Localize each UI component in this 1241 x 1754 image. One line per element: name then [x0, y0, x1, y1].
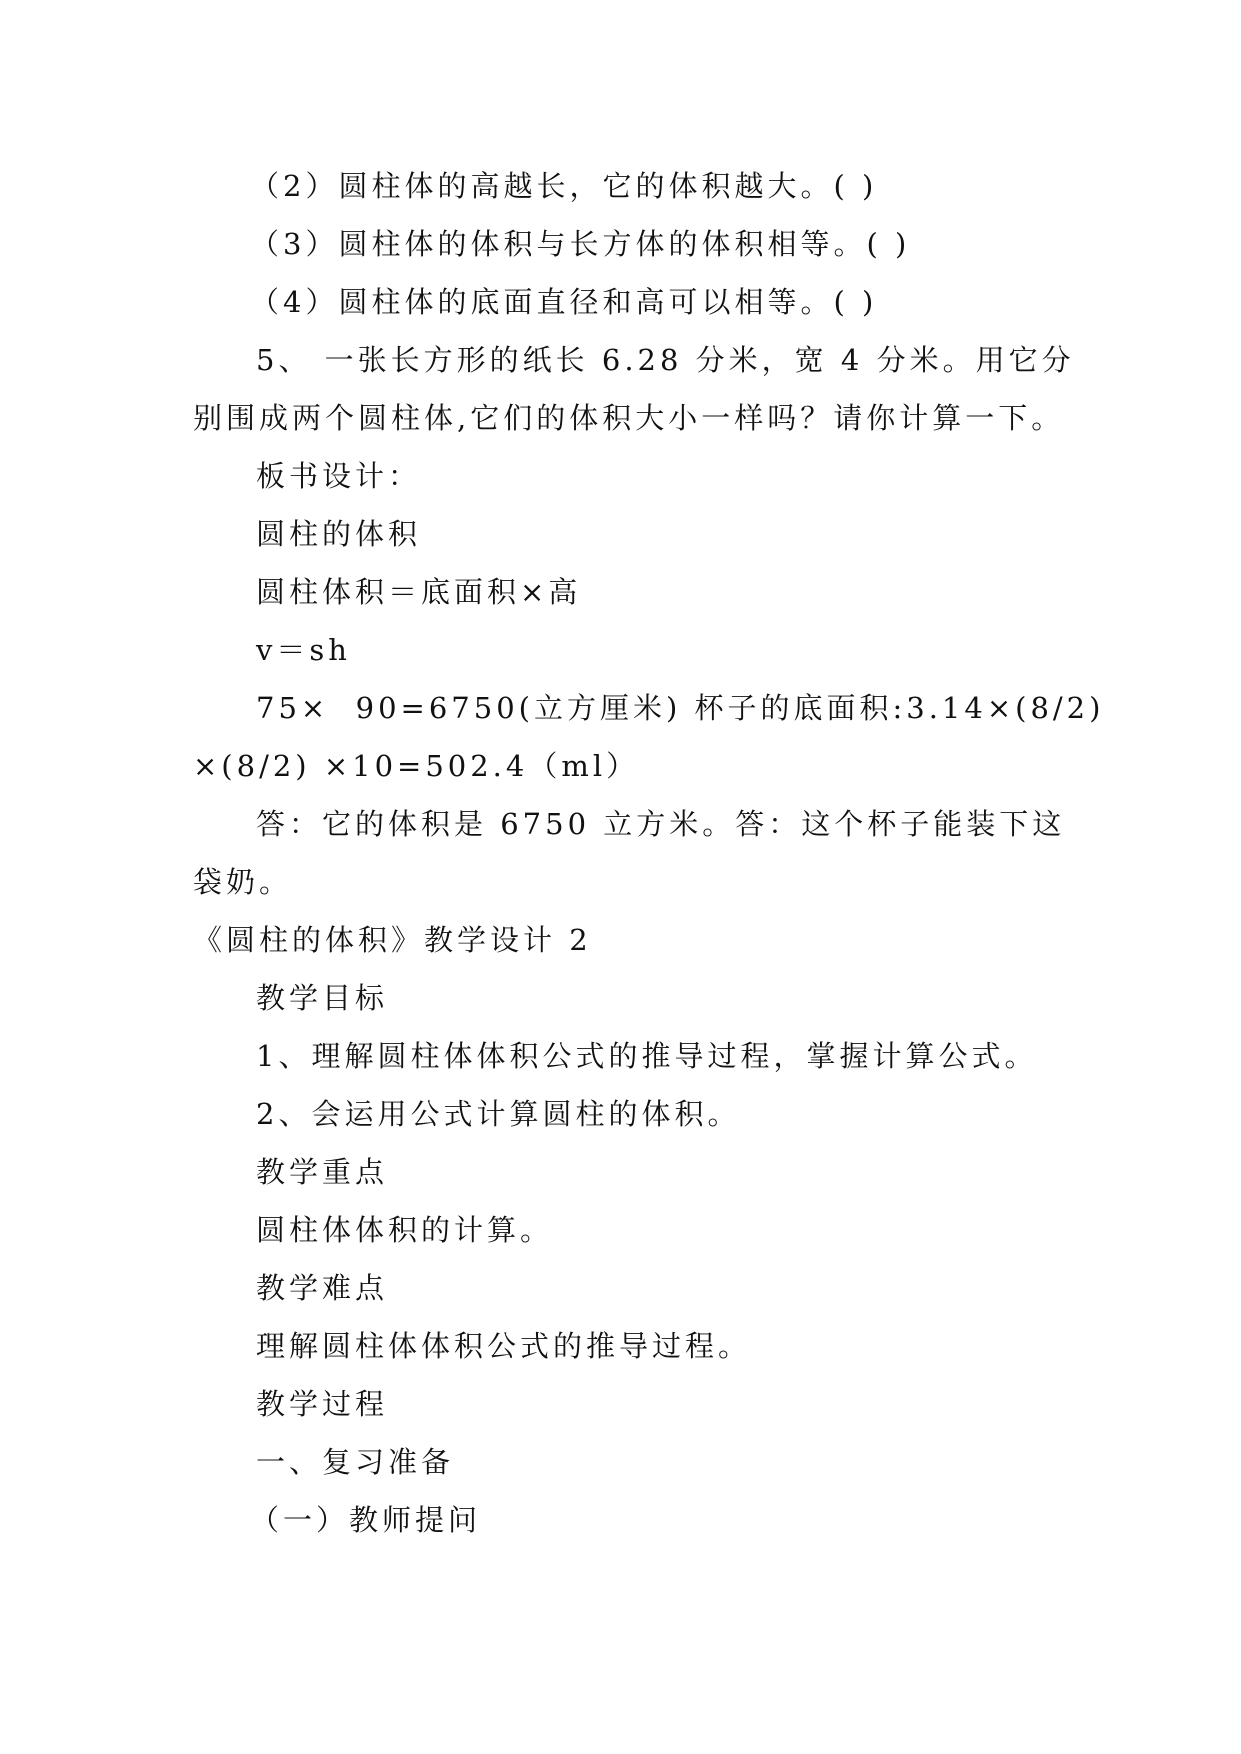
- exercise-5-line-1: 5、 一张长方形的纸长 6.28 分米，宽 4 分米。用它分: [256, 343, 1075, 377]
- process-heading: 教学过程: [256, 1387, 389, 1421]
- answer-line-1: 答：它的体积是 6750 立方米。答：这个杯子能装下这: [256, 807, 1066, 841]
- key-points-heading: 教学重点: [256, 1155, 389, 1189]
- goal-item-1: 1、理解圆柱体体积公式的推导过程，掌握计算公式。: [256, 1039, 1038, 1073]
- difficulty-text: 理解圆柱体体积公式的推导过程。: [256, 1329, 752, 1363]
- board-formula-text: 圆柱体积＝底面积×高: [256, 575, 582, 609]
- board-formula-symbol: v＝sh: [256, 633, 351, 667]
- goal-item-2: 2、会运用公式计算圆柱的体积。: [256, 1097, 741, 1131]
- difficulty-heading: 教学难点: [256, 1271, 389, 1305]
- key-points-text: 圆柱体体积的计算。: [256, 1213, 554, 1247]
- answer-line-2: 袋奶。: [193, 865, 293, 899]
- section-title: 《圆柱的体积》教学设计 2: [193, 923, 592, 957]
- question-item-4: （4）圆柱体的底面直径和高可以相等。( ): [250, 285, 878, 319]
- question-item-2: （2）圆柱体的高越长，它的体积越大。( ): [250, 169, 878, 203]
- teacher-question-heading: （一）教师提问: [250, 1503, 482, 1537]
- exercise-5-line-2: 别围成两个圆柱体,它们的体积大小一样吗？请你计算一下。: [193, 401, 1065, 435]
- calculation-line-1: 75× 90=6750(立方厘米) 杯子的底面积:3.14×(8/2): [256, 691, 1105, 725]
- review-heading: 一、复习准备: [256, 1445, 455, 1479]
- board-design-heading: 板书设计：: [256, 459, 422, 493]
- calculation-line-2: ×(8/2) ×10=502.4（ml）: [193, 749, 640, 783]
- board-title: 圆柱的体积: [256, 517, 422, 551]
- question-item-3: （3）圆柱体的体积与长方体的体积相等。( ): [250, 227, 911, 261]
- teaching-goals-heading: 教学目标: [256, 981, 389, 1015]
